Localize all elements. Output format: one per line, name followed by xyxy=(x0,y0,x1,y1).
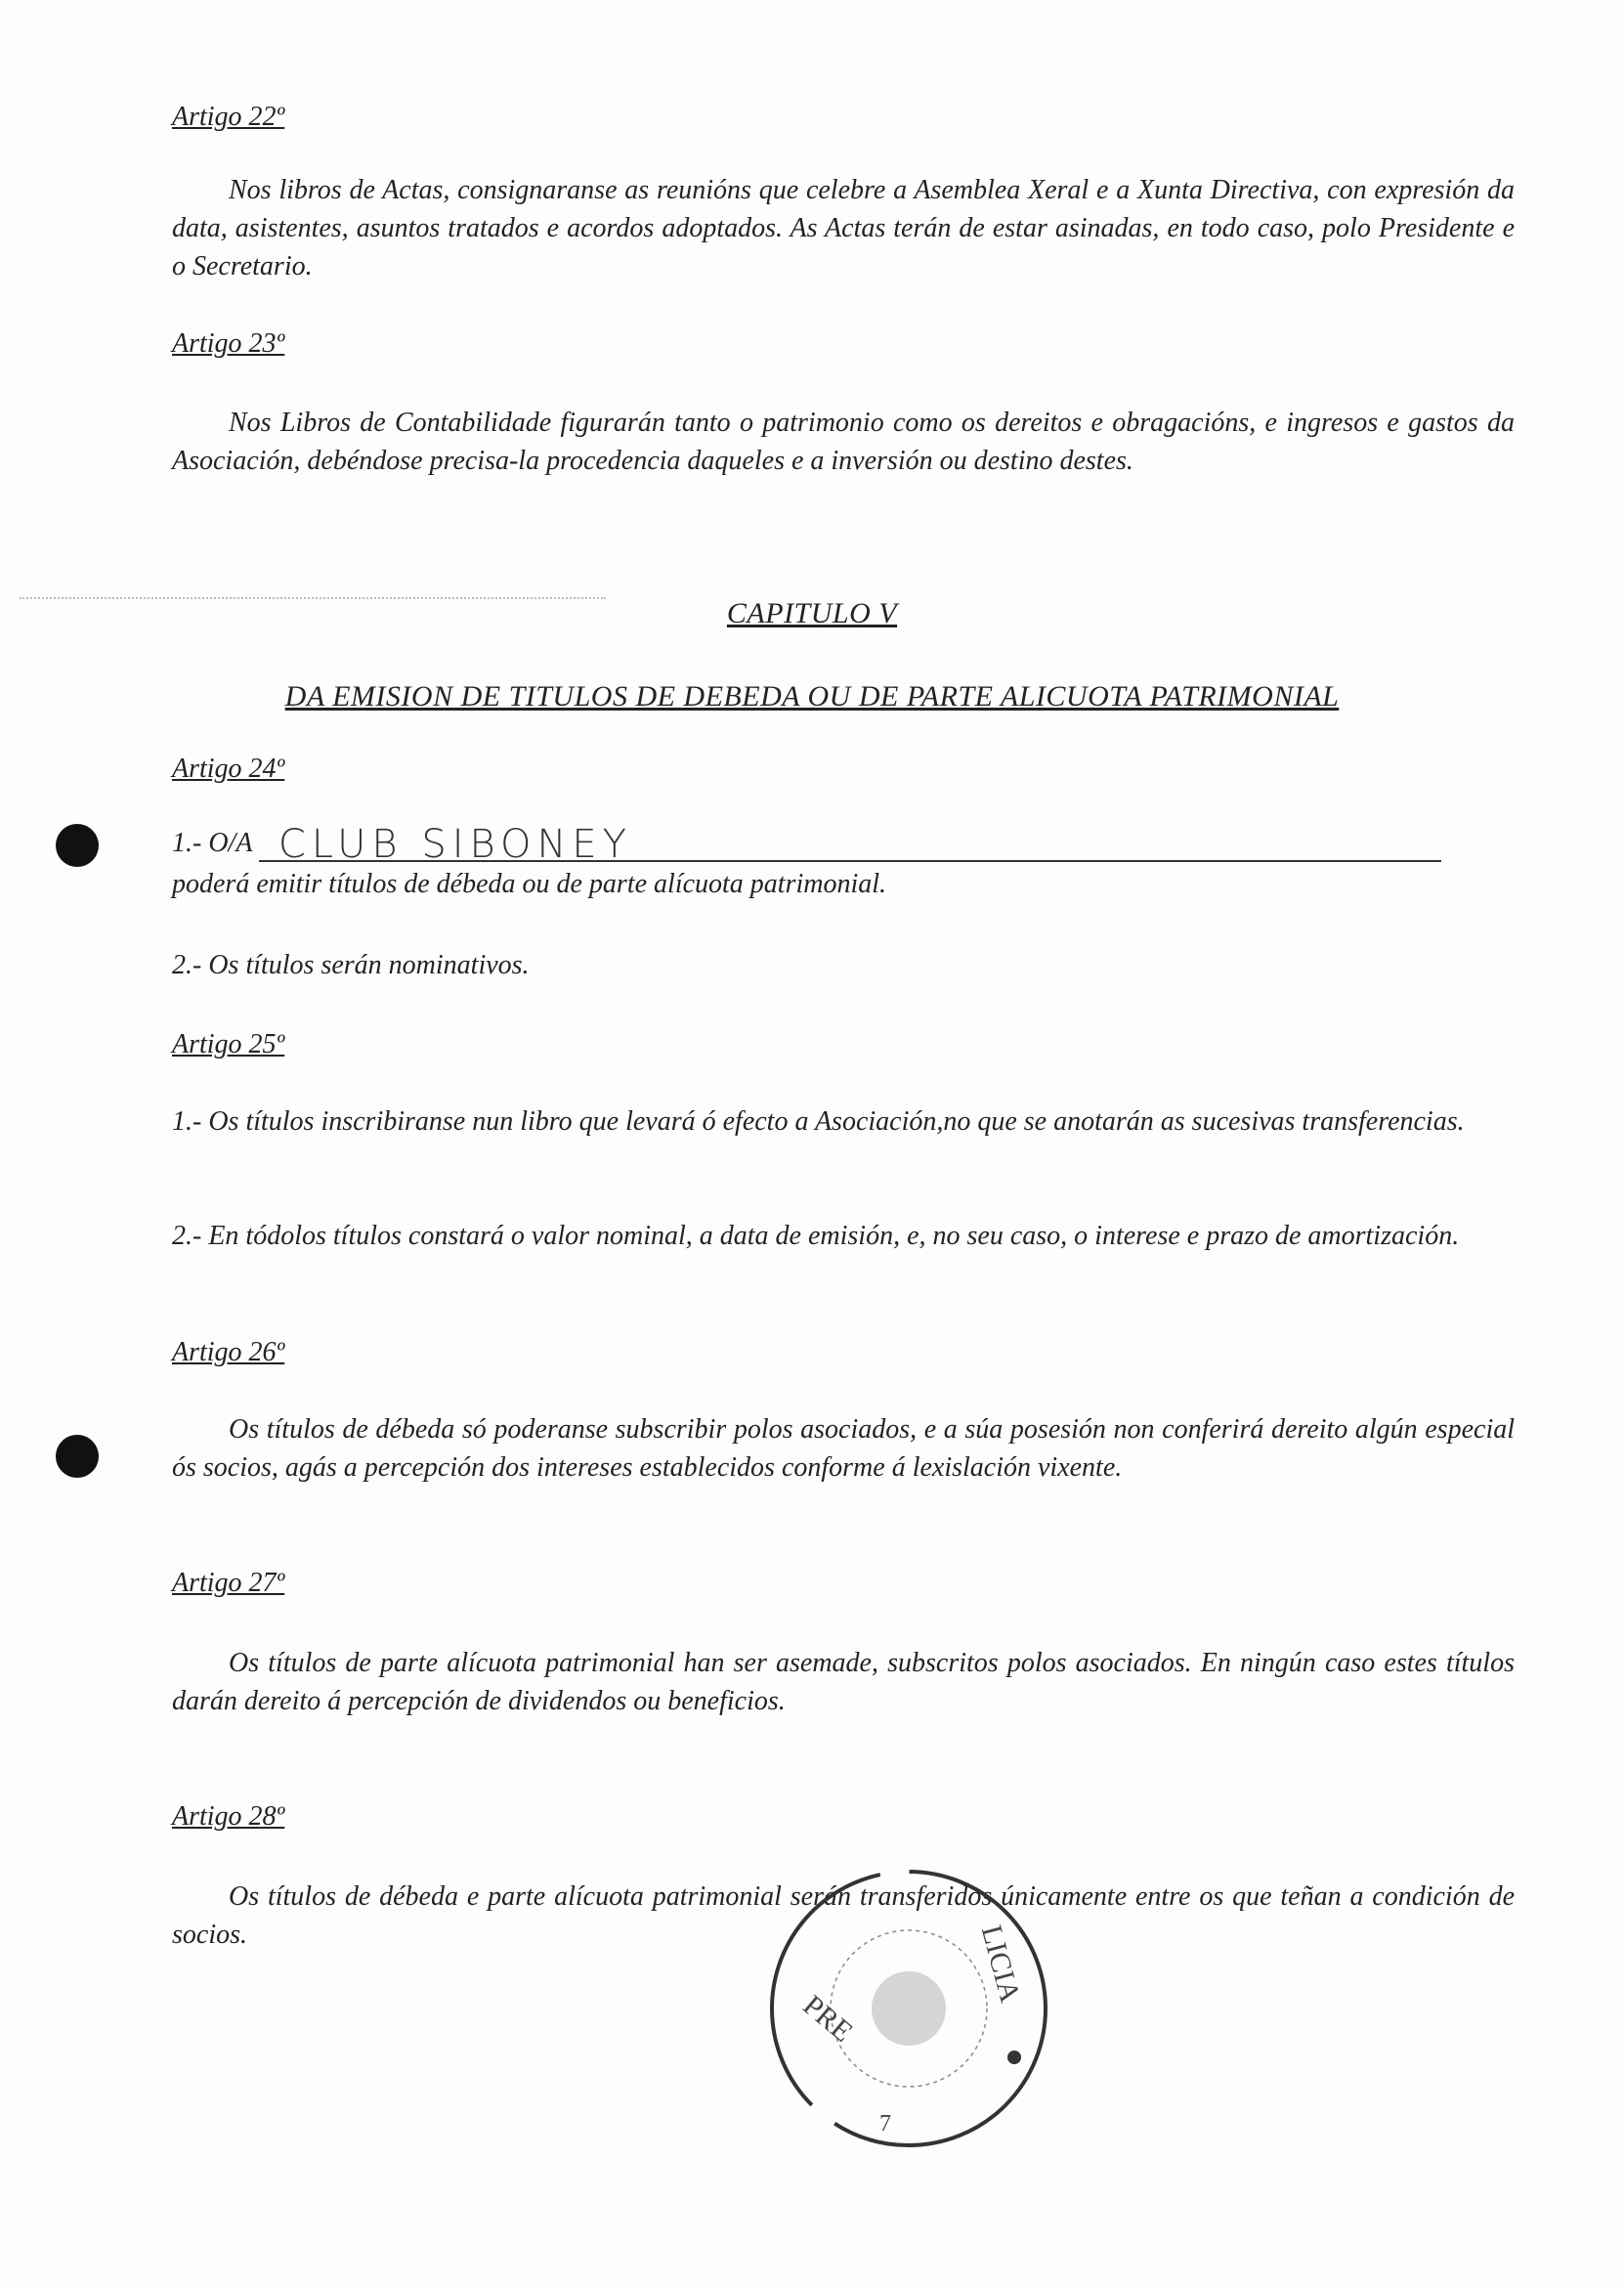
article-22-text: Nos libros de Actas, consignaranse as reunións que celebre a Asemblea Xeral e a Xunta Directiva, con expresión da data, asistentes, asuntos tratados e acordos adoptados. As Actas terán de estar asinadas, en todo caso, polo Presidente e o Secretario. xyxy=(172,175,1515,281)
article-27-text: Os títulos de parte alícuota patrimonial han ser asemade, subscritos polos asociados. En ningún caso estes títulos darán dereito á percepción de dividendos ou beneficios. xyxy=(172,1648,1515,1716)
article-25-heading: Artigo 25º xyxy=(172,1029,285,1059)
chapter-title: CAPITULO V xyxy=(726,597,898,629)
article-23-text: Nos Libros de Contabilidade figurarán tanto o patrimonio como os dereitos e obragacións, e ingresos e gastos da Asociación, debéndose precisa-la procedencia daqueles e a inversión ou destino destes. xyxy=(172,408,1515,476)
article-24-item-2: 2.- Os títulos serán nominativos. xyxy=(172,950,530,980)
article-28-text: Os títulos de débeda e parte alícuota patrimonial serán transferidos únicamente entre os que teñan a condición de socios. xyxy=(172,1881,1515,1950)
svg-text:7: 7 xyxy=(879,2111,891,2137)
article-25-item-1: 1.- Os títulos inscribiranse nun libro que levará ó efecto a Asociación,no que se anotarán as sucesivas transferencias. xyxy=(172,1106,1465,1137)
article-25-item-2: 2.- En tódolos títulos constará o valor nominal, a data de emisión, e, no seu caso, o interese e prazo de amortización. xyxy=(172,1221,1460,1251)
punch-hole xyxy=(56,824,99,867)
article-24-item-1-text: poderá emitir títulos de débeda ou de parte alícuota patrimonial. xyxy=(172,869,887,899)
handwritten-entity-name: CLUB SIBONEY xyxy=(278,822,633,867)
article-24-heading: Artigo 24º xyxy=(172,754,285,784)
article-27-heading: Artigo 27º xyxy=(172,1568,285,1598)
article-22-heading: Artigo 22º xyxy=(172,102,285,132)
article-24-item-1 xyxy=(172,822,1515,867)
svg-text:LICIA: LICIA xyxy=(974,1922,1027,2007)
punch-hole xyxy=(56,1435,99,1478)
official-stamp xyxy=(762,1862,1055,2155)
svg-text:PRE: PRE xyxy=(796,1989,859,2049)
item-prefix: 1.- O/A xyxy=(172,828,252,858)
article-23-heading: Artigo 23º xyxy=(172,328,285,359)
article-28-heading: Artigo 28º xyxy=(172,1801,285,1832)
chapter-subtitle: DA EMISION DE TITULOS DE DEBEDA OU DE PARTE ALICUOTA PATRIMONIAL xyxy=(284,680,1340,713)
fill-in-line xyxy=(259,822,1441,867)
article-26-text: Os títulos de débeda só poderanse subscribir polos asociados, e a súa posesión non conferirá dereito algún especial ós socios, agás a percepción dos intereses establecidos conforme á lexislación vixente. xyxy=(172,1414,1515,1483)
article-26-heading: Artigo 26º xyxy=(172,1337,285,1367)
